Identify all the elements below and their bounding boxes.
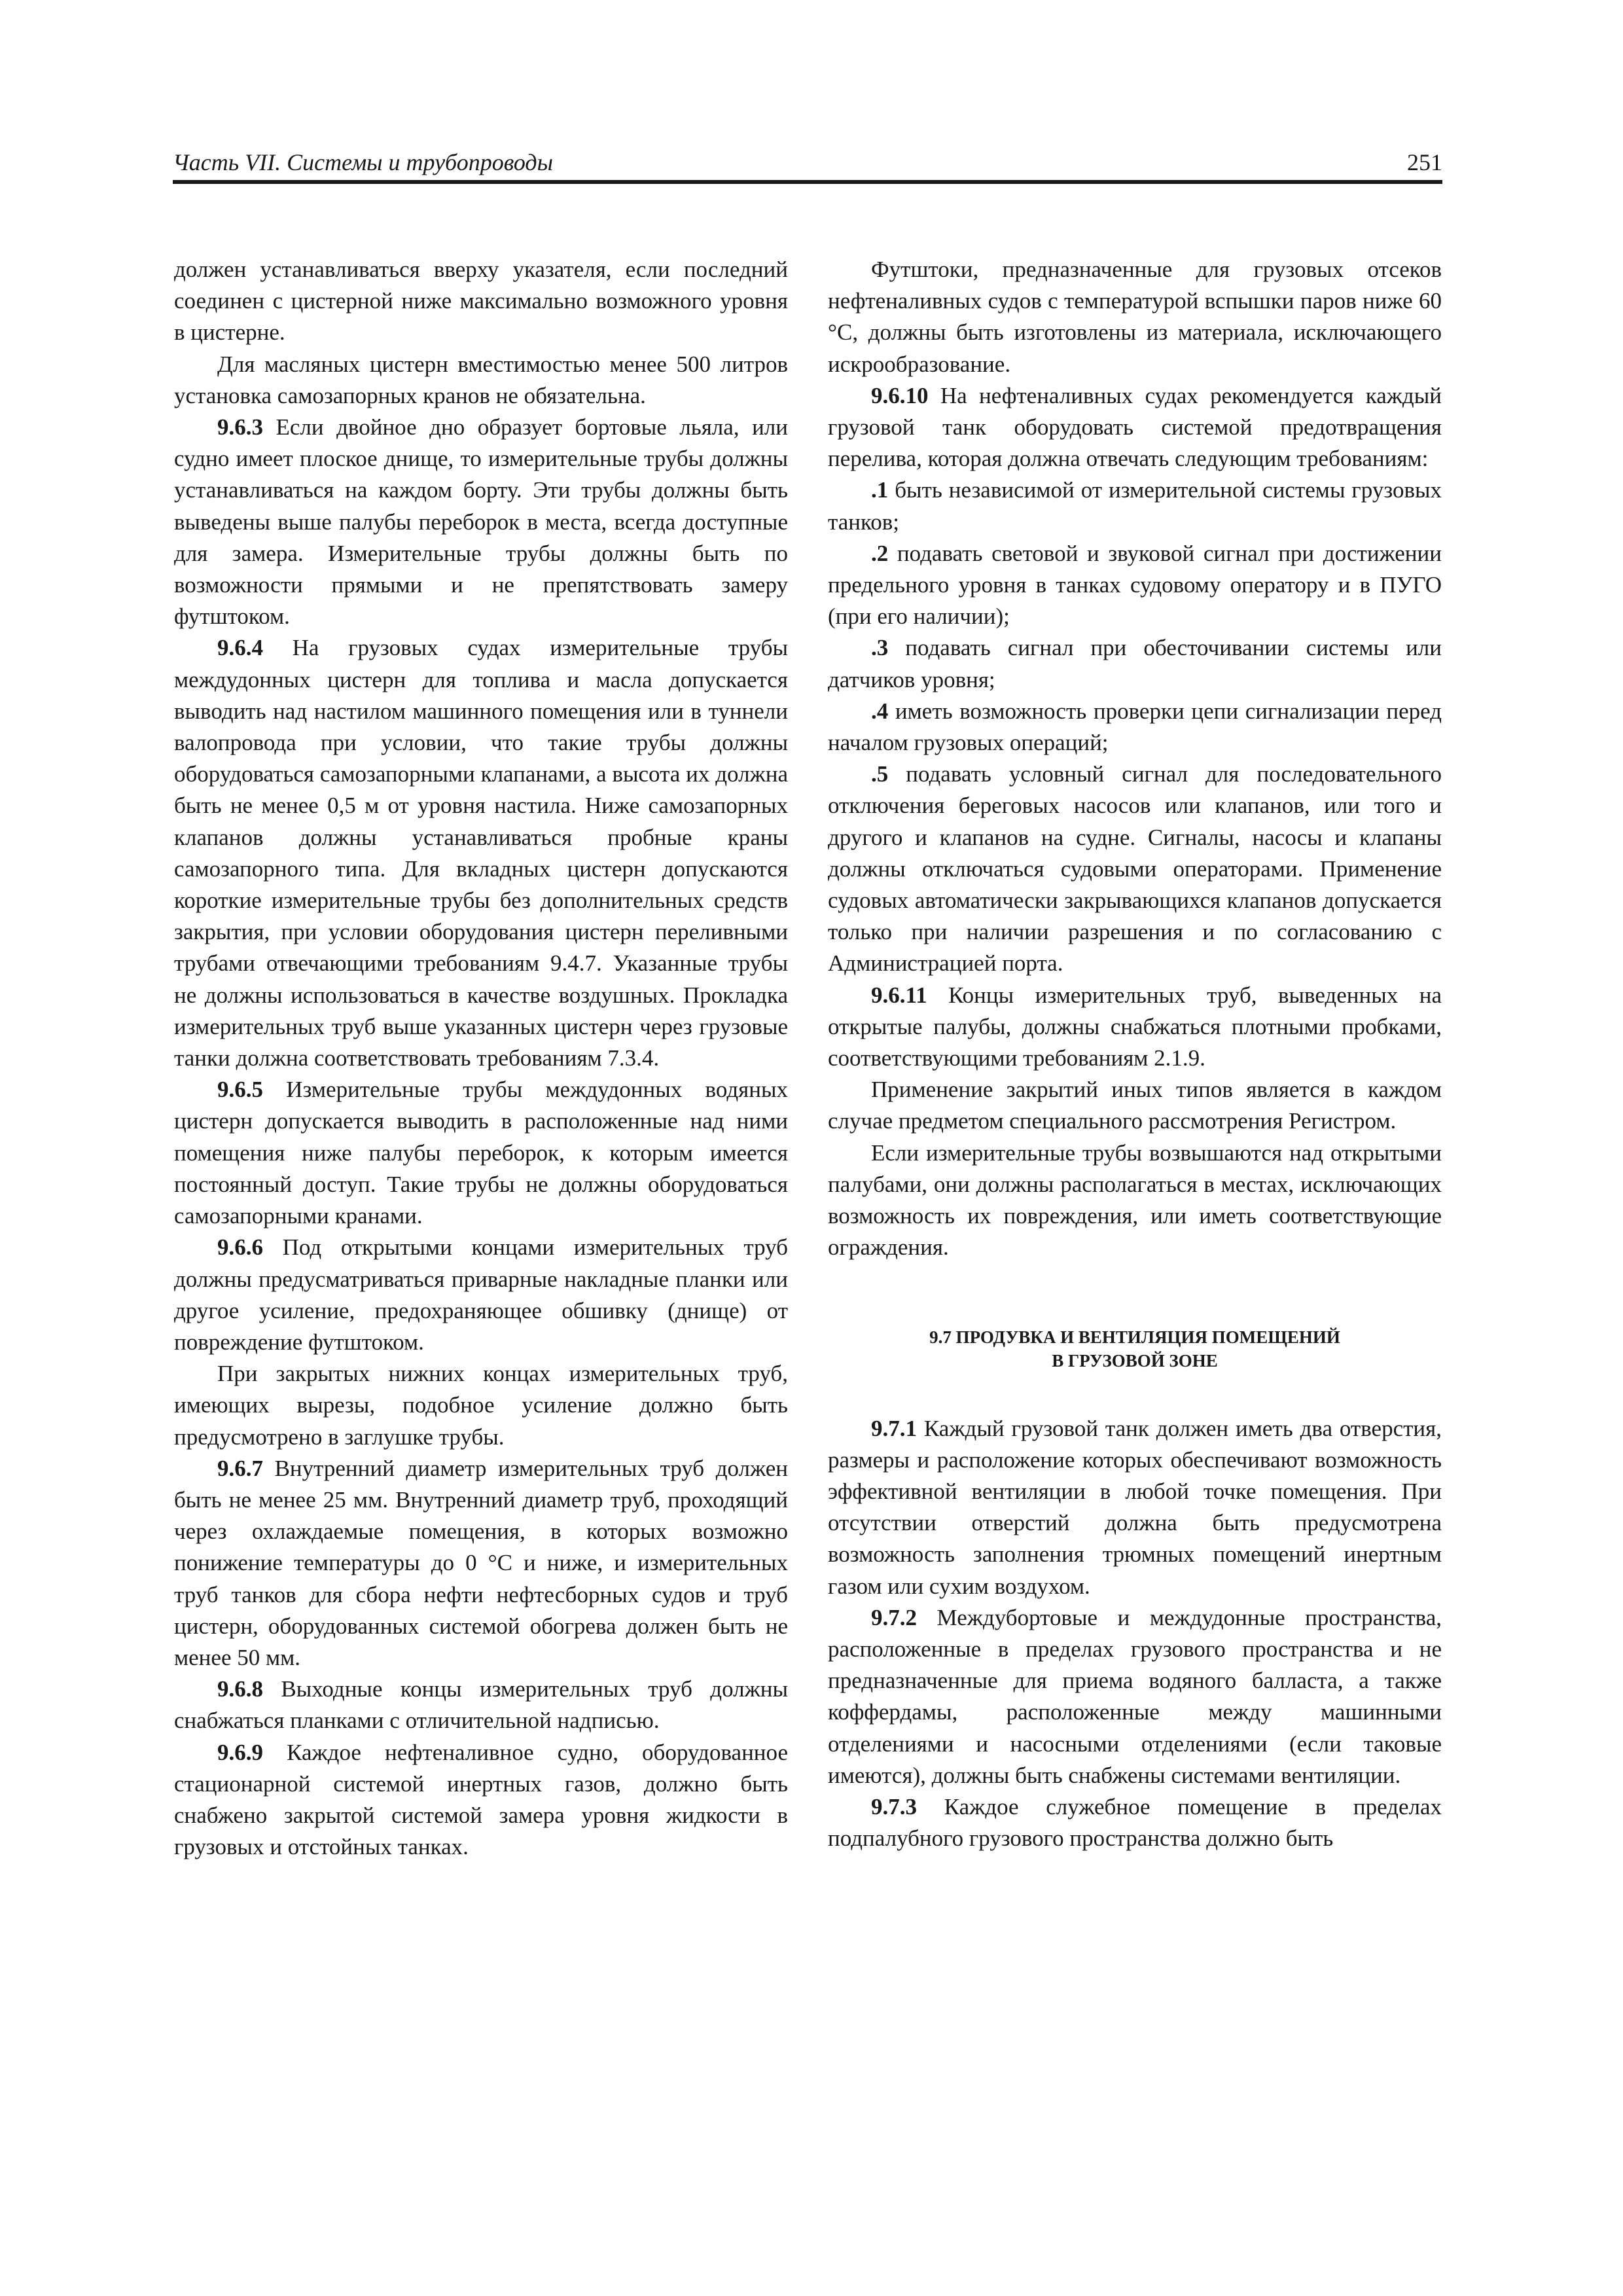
section-heading xyxy=(828,1325,1442,1372)
right-column xyxy=(828,254,1442,1854)
clause-number: 9.6.6 xyxy=(217,1234,263,1261)
clause-number: 9.6.8 xyxy=(217,1676,263,1702)
clause-number: 9.6.9 xyxy=(217,1739,263,1765)
paragraph-text: Каждый грузовой танк должен иметь два отверстия, размеры и расположение которых обеспечивают возможность эффективной вентиляции в любой точке помещения. При отсутствии отверстий должна быть предусмотрена возможность заполнения трюмных помещений инертным газом или сухим воздухом. xyxy=(828,1415,1442,1599)
paragraph xyxy=(828,254,1442,380)
clause-number: 9.6.10 xyxy=(871,382,929,408)
paragraph-text: Если двойное дно образует бортовые льяла, или судно имеет плоское днище, то измерительные трубы должны устанавливаться на каждом борту. Эти трубы должны быть выведены выше палубы переборок в места, всегда доступные для замера. Измерительные трубы должны быть по возможности прямыми и не препятствовать замеру футштоком. xyxy=(174,414,788,630)
page-number: 251 xyxy=(1407,149,1442,175)
paragraph xyxy=(174,412,788,632)
running-title: Часть VII. Системы и трубопроводы xyxy=(173,149,553,175)
clause-number: .2 xyxy=(871,540,889,566)
paragraph xyxy=(174,254,788,349)
paragraph xyxy=(174,1674,788,1736)
paragraph xyxy=(828,759,1442,979)
paragraph-text: Внутренний диаметр измерительных труб должен быть не менее 25 мм. Внутренний диаметр труб, проходящий через охлаждаемые помещения, в которых возможно понижение температуры до 0 °С и ниже, и измерительных труб танков для сбора нефти нефтесборных судов и труб цистерн, оборудованных системой обогрева должен быть не менее 50 мм. xyxy=(174,1455,788,1670)
paragraph-text: подавать условный сигнал для последовательного отключения береговых насосов или клапанов, или того и другого и клапанов на судне. Сигналы, насосы и клапаны должны отключаться судовыми операторами. Применение судовых автоматически закрывающихся клапанов допускается только при наличии разрешения и по согласованию с Администрацией порта. xyxy=(828,761,1442,977)
paragraph xyxy=(174,632,788,1074)
right-column-bottom xyxy=(828,1413,1442,1855)
paragraph-text: должен устанавливаться вверху указателя, если последний соединен с цистерной ниже максимально возможного уровня в цистерне. xyxy=(174,257,788,346)
paragraph xyxy=(828,1791,1442,1854)
clause-number: 9.6.11 xyxy=(871,982,927,1008)
paragraph-text: Концы измерительных труб, выведенных на открытые палубы, должны снабжаться плотными пробками, соответствующими требованиям 2.1.9. xyxy=(828,982,1442,1071)
paragraph-text: подавать световой и звуковой сигнал при достижении предельного уровня в танках судовому оператору и в ПУГО (при его наличии); xyxy=(828,540,1442,630)
right-column-top xyxy=(828,254,1442,1264)
clause-number: .4 xyxy=(871,698,889,724)
running-header xyxy=(173,141,1442,184)
clause-number: .3 xyxy=(871,635,889,661)
paragraph-text: иметь возможность проверки цепи сигнализации перед началом грузовых операций; xyxy=(828,698,1442,756)
paragraph-text: Выходные концы измерительных труб должны снабжаться планками с отличительной надписью. xyxy=(174,1676,788,1734)
paragraph-text: Применение закрытий иных типов является в каждом случае предметом специального рассмотрения Регистром. xyxy=(828,1077,1442,1134)
paragraph-text: подавать сигнал при обесточивании системы или датчиков уровня; xyxy=(828,635,1442,692)
paragraph-text: При закрытых нижних концах измерительных труб, имеющих вырезы, подобное усиление должно быть предусмотрено в заглушке трубы. xyxy=(174,1361,788,1450)
paragraph xyxy=(174,1074,788,1232)
paragraph xyxy=(828,696,1442,759)
paragraph xyxy=(828,980,1442,1075)
paragraph-text: Для масляных цистерн вместимостью менее 500 литров установка самозапорных кранов не обязательна. xyxy=(174,351,788,408)
paragraph-text: Если измерительные трубы возвышаются над открытыми палубами, они должны располагаться в местах, исключающих возможность их повреждения, или иметь соответствующие ограждения. xyxy=(828,1139,1442,1261)
clause-number: 9.7.2 xyxy=(871,1604,917,1630)
paragraph-text: быть независимой от измерительной системы грузовых танков; xyxy=(828,477,1442,535)
clause-number: 9.6.4 xyxy=(217,635,263,661)
clause-number: 9.6.5 xyxy=(217,1077,263,1103)
paragraph xyxy=(828,475,1442,537)
paragraph xyxy=(828,1602,1442,1791)
paragraph xyxy=(174,1358,788,1453)
left-column xyxy=(174,254,788,1863)
paragraph-text: Междубортовые и междудонные пространства, расположенные в пределах грузового пространства и не предназначенные для приема водяного балласта, а также коффердамы, расположенные между машинными отделениями и насосными отделениями (если таковые имеются), должны быть снабжены системами вентиляции. xyxy=(828,1604,1442,1788)
paragraph xyxy=(828,380,1442,475)
paragraph-text: Футштоки, предназначенные для грузовых отсеков нефтеналивных судов с температурой вспышки паров ниже 60 °С, должны быть изготовлены из материала, исключающего искрообразование. xyxy=(828,257,1442,377)
paragraph-text: Каждое служебное помещение в пределах подпалубного грузового пространства должно быть xyxy=(828,1793,1442,1852)
clause-number: .1 xyxy=(871,477,889,503)
paragraph xyxy=(828,1138,1442,1264)
paragraph xyxy=(174,1737,788,1863)
paragraph xyxy=(828,1074,1442,1137)
clause-number: 9.6.3 xyxy=(217,414,263,440)
clause-number: 9.6.7 xyxy=(217,1455,263,1481)
paragraph xyxy=(174,1453,788,1674)
paragraph xyxy=(828,538,1442,633)
section-title-line-1: 9.7 ПРОДУВКА И ВЕНТИЛЯЦИЯ ПОМЕЩЕНИЙ xyxy=(929,1327,1340,1347)
clause-number: 9.7.1 xyxy=(871,1415,917,1441)
paragraph-text: На грузовых судах измерительные трубы междудонных цистерн для топлива и масла допускается выводить над настилом машинного помещения или в туннели валопровода при условии, что такие трубы должны оборудоваться самозапорными клапанами, а высота их должна быть не менее 0,5 м от уровня настила. Ниже самозапорных клапанов должны устанавливаться пробные краны самозапорного типа. Для вкладных цистерн допускаются короткие измерительные трубы без дополнительных средств закрытия, при условии оборудования цистерн переливными трубами отвечающими требованиям 9.4.7. Указанные трубы не должны использоваться в качестве воздушных. Прокладка измерительных труб выше указанных цистерн через грузовые танки должна соответствовать требованиям 7.3.4. xyxy=(174,635,788,1071)
paragraph xyxy=(174,1232,788,1358)
paragraph-text: На нефтеналивных судах рекомендуется каждый грузовой танк оборудовать системой предотвращения перелива, которая должна отвечать следующим требованиям: xyxy=(828,382,1442,472)
paragraph xyxy=(174,349,788,412)
paragraph xyxy=(828,632,1442,695)
section-title-line-2: В ГРУЗОВОЙ ЗОНЕ xyxy=(1052,1350,1218,1371)
clause-number: .5 xyxy=(871,761,889,787)
paragraph xyxy=(828,1413,1442,1602)
paragraph-text: Измерительные трубы междудонных водяных цистерн допускается выводить в расположенные над ними помещения ниже палубы переборок, к которым имеется постоянный доступ. Такие трубы не должны оборудоваться самозапорными кранами. xyxy=(174,1077,788,1229)
clause-number: 9.7.3 xyxy=(871,1793,917,1820)
paragraph-text: Каждое нефтеналивное судно, оборудованное стационарной системой инертных газов, должно быть снабжено закрытой системой замера уровня жидкости в грузовых и отстойных танках. xyxy=(174,1739,788,1860)
paragraph-text: Под открытыми концами измерительных труб должны предусматриваться приварные накладные планки или другое усиление, предохраняющее обшивку (днище) от повреждение футштоком. xyxy=(174,1234,788,1355)
